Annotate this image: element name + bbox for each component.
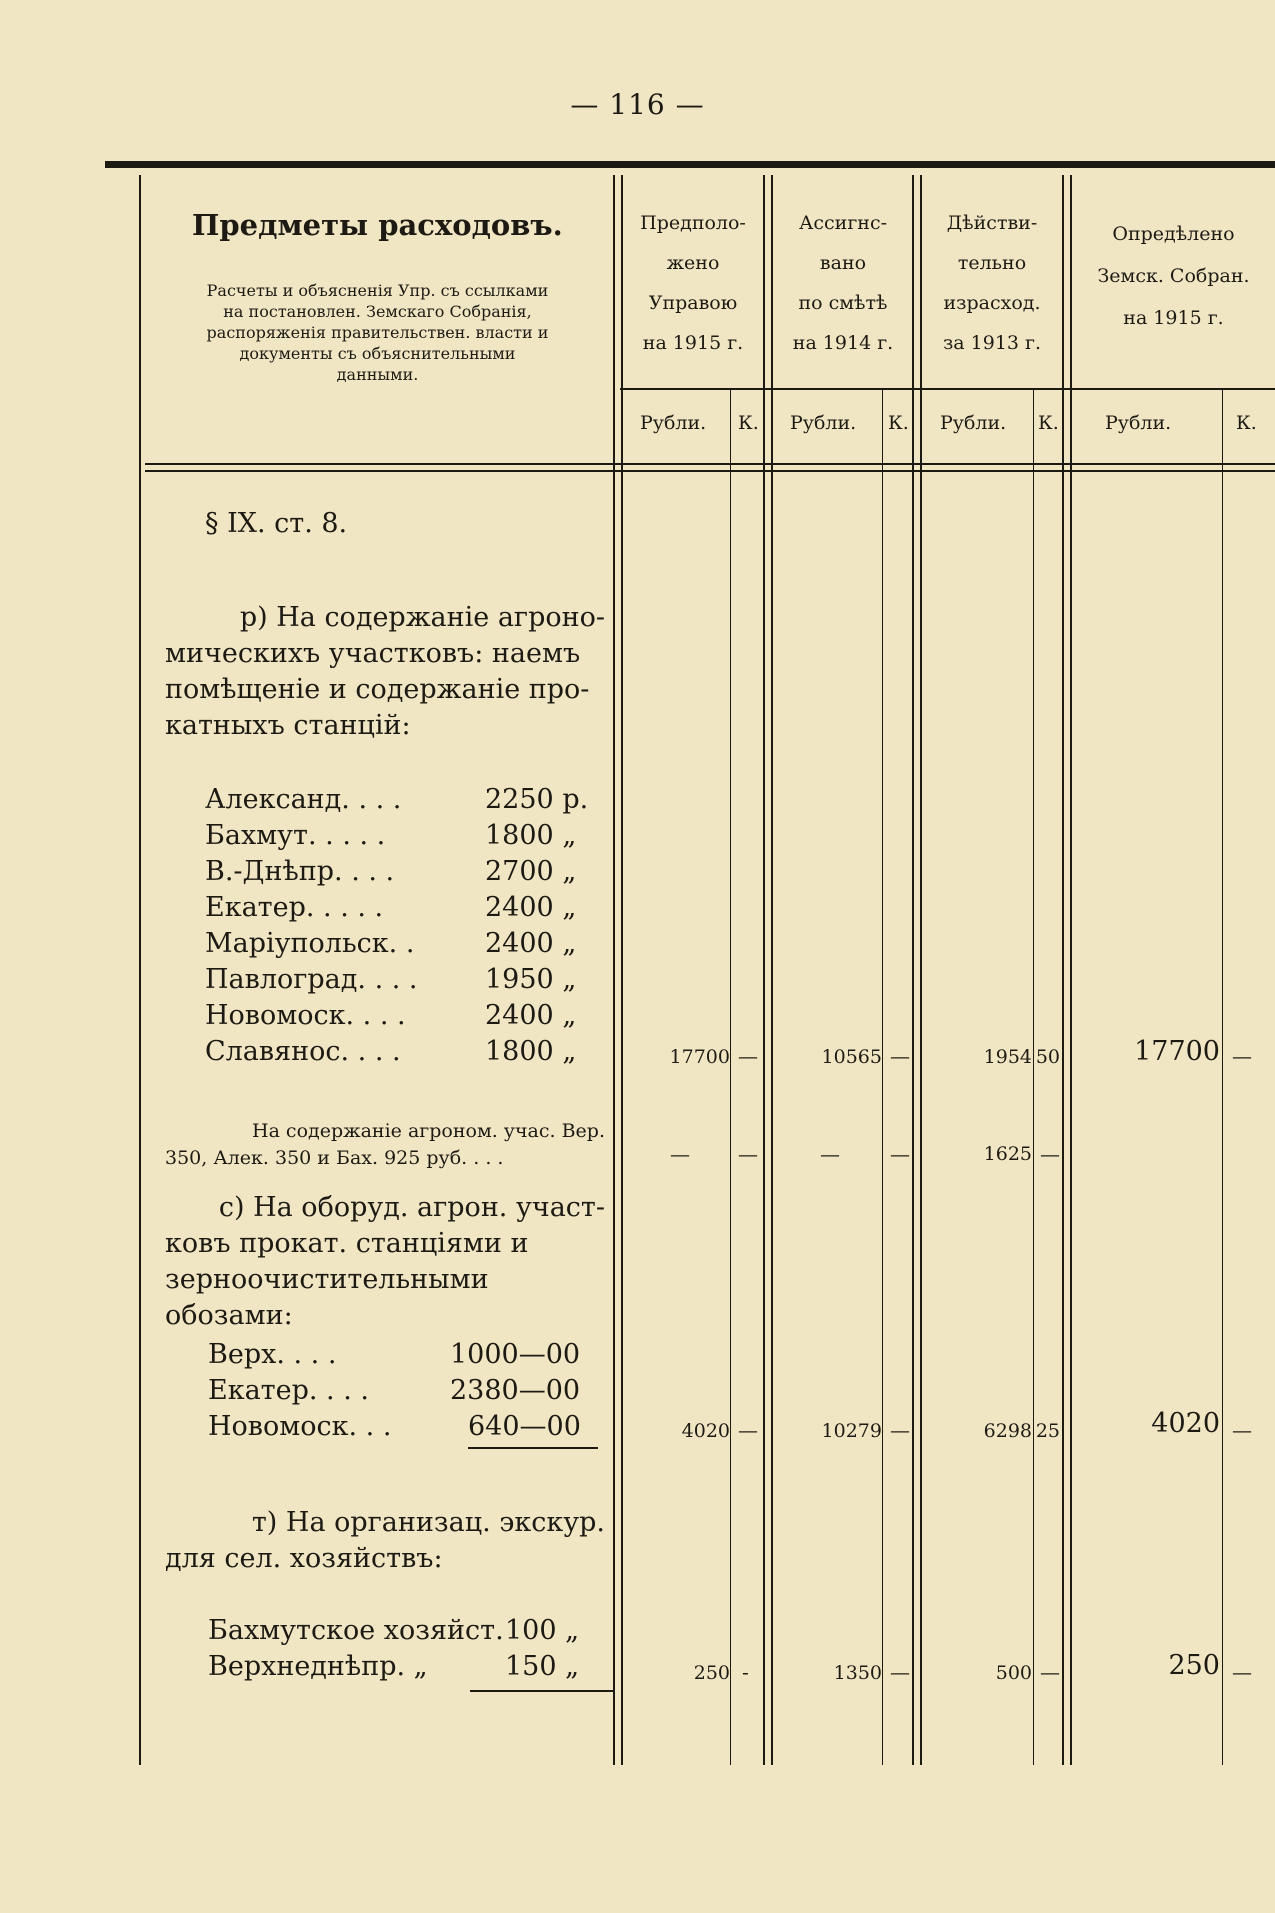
unit-rule [620, 388, 1275, 390]
note-proposed-kop: — [738, 1142, 758, 1166]
t-spent: 500 [995, 1662, 1032, 1684]
list-item: Екатер. . . . [208, 1375, 369, 1406]
s-determined-kop: — [1232, 1418, 1252, 1442]
page-number: — 116 — [570, 88, 705, 121]
p-assigned-kop: — [890, 1044, 910, 1068]
p-spent: 1954 [983, 1046, 1032, 1068]
col-header-determined: Опредѣлено Земск. Собран. на 1915 г. [1097, 223, 1250, 329]
col-divider [763, 175, 765, 1765]
s-spent: 6298 [983, 1420, 1032, 1442]
item-t-text: т) На организац. экскур. для сел. хозяйствъ: [165, 1507, 605, 1574]
s-assigned: 10279 [821, 1420, 882, 1442]
note-proposed: — [670, 1142, 690, 1166]
unit-kop: К. [1038, 412, 1059, 434]
kop-divider [882, 390, 883, 1765]
list-item: Бахмут. . . . . [205, 820, 386, 851]
list-item: 2400 „ [485, 892, 577, 923]
s-proposed-kop: — [738, 1418, 758, 1442]
t-determined-kop: — [1232, 1660, 1252, 1684]
list-item: 2250 р. [485, 784, 589, 815]
note-text: На содержаніе агроном. учас. Вер. 350, Алек. 350 и Бах. 925 руб. . . . [165, 1120, 605, 1169]
list-item: Маріупольск. . [205, 928, 415, 959]
list-item: Александ. . . . [205, 784, 402, 815]
list-item: 640—00 [468, 1411, 581, 1442]
kop-divider [1033, 390, 1034, 1765]
t-assigned: 1350 [833, 1662, 882, 1684]
p-proposed: 17700 [669, 1046, 730, 1068]
unit-kop: К. [738, 412, 759, 434]
unit-kop: К. [1236, 412, 1257, 434]
unit-rub: Рубли. [790, 412, 857, 434]
item-p-text: р) На содержаніе агроно- мическихъ участковъ: наемъ помѣщеніе и содержаніе про- катныхъ станцій: [165, 602, 605, 741]
list-item: 1800 „ [485, 1036, 577, 1067]
list-item: Бахмутское хозяйст. [208, 1615, 504, 1646]
list-item: Верх. . . . [208, 1339, 337, 1370]
header-rule-1 [145, 463, 1275, 465]
t-assigned-kop: — [890, 1660, 910, 1684]
col-divider [139, 175, 141, 1765]
col-header-spent: Дѣйстви- тельно израсход. за 1913 г. [942, 212, 1042, 354]
p-spent-kop: 50 [1035, 1046, 1060, 1068]
col-divider [1062, 175, 1064, 1765]
p-determined: 17700 [1134, 1036, 1220, 1067]
t-determined: 250 [1168, 1650, 1220, 1681]
list-item: 2400 „ [485, 928, 577, 959]
col-divider [771, 175, 773, 1765]
list-item: 2400 „ [485, 1000, 577, 1031]
table-title: Предметы расходовъ. [192, 208, 563, 242]
col-divider [613, 175, 615, 1765]
list-item: Славянос. . . . [205, 1036, 401, 1067]
list-item: Верхнеднѣпр. „ [208, 1651, 428, 1682]
list-item: 100 „ [505, 1615, 580, 1646]
s-spent-kop: 25 [1035, 1420, 1060, 1442]
kop-divider [730, 390, 731, 1765]
list-item: В.-Днѣпр. . . . [205, 856, 395, 887]
list-item: 1800 „ [485, 820, 577, 851]
list-item: 1000—00 [450, 1339, 581, 1370]
note-spent-kop: — [1040, 1142, 1060, 1166]
p-proposed-kop: — [738, 1044, 758, 1068]
header-rule-2 [145, 470, 1275, 472]
t-spent-kop: — [1040, 1660, 1060, 1684]
sum-underline [468, 1447, 598, 1449]
unit-rub: Рубли. [1105, 412, 1172, 434]
list-item: Екатер. . . . . [205, 892, 384, 923]
table-subtitle: Расчеты и объясненія Упр. съ ссылками на постановлен. Земскаго Собранія, распоряженія правительствен. власти и документы съ объяснительными данными. [206, 281, 549, 384]
unit-kop: К. [888, 412, 909, 434]
section-heading: § IX. ст. 8. [205, 508, 348, 539]
col-header-proposed: Предполо- жено Управою на 1915 г. [640, 212, 746, 354]
s-proposed: 4020 [681, 1420, 730, 1442]
item-s-text: с) На оборуд. агрон. участ- ковъ прокат. станціями и зерноочистительными обозами: [165, 1192, 605, 1331]
col-header-assigned: Ассигнс- вано по смѣтѣ на 1914 г. [792, 212, 894, 354]
col-divider [621, 175, 623, 1765]
unit-rub: Рубли. [940, 412, 1007, 434]
col-divider [920, 175, 922, 1765]
note-assigned-kop: — [890, 1142, 910, 1166]
list-item: Новомоск. . . [208, 1411, 392, 1442]
t-proposed: 250 [693, 1662, 730, 1684]
col-divider [1070, 175, 1072, 1765]
list-item: 150 „ [505, 1651, 580, 1682]
note-spent: 1625 [983, 1143, 1032, 1165]
list-item: Павлоград. . . . [205, 964, 418, 995]
p-assigned: 10565 [821, 1046, 882, 1068]
sum-underline [470, 1690, 615, 1692]
unit-rub: Рубли. [640, 412, 707, 434]
s-assigned-kop: — [890, 1418, 910, 1442]
col-divider [912, 175, 914, 1765]
kop-divider [1222, 390, 1223, 1765]
p-determined-kop: — [1232, 1044, 1252, 1068]
t-proposed-kop: - [742, 1660, 749, 1684]
note-assigned: — [820, 1142, 840, 1166]
s-determined: 4020 [1151, 1408, 1220, 1439]
list-item: 2380—00 [450, 1375, 581, 1406]
top-rule [105, 161, 1275, 168]
list-item: Новомоск. . . . [205, 1000, 406, 1031]
list-item: 2700 „ [485, 856, 577, 887]
list-item: 1950 „ [485, 964, 577, 995]
